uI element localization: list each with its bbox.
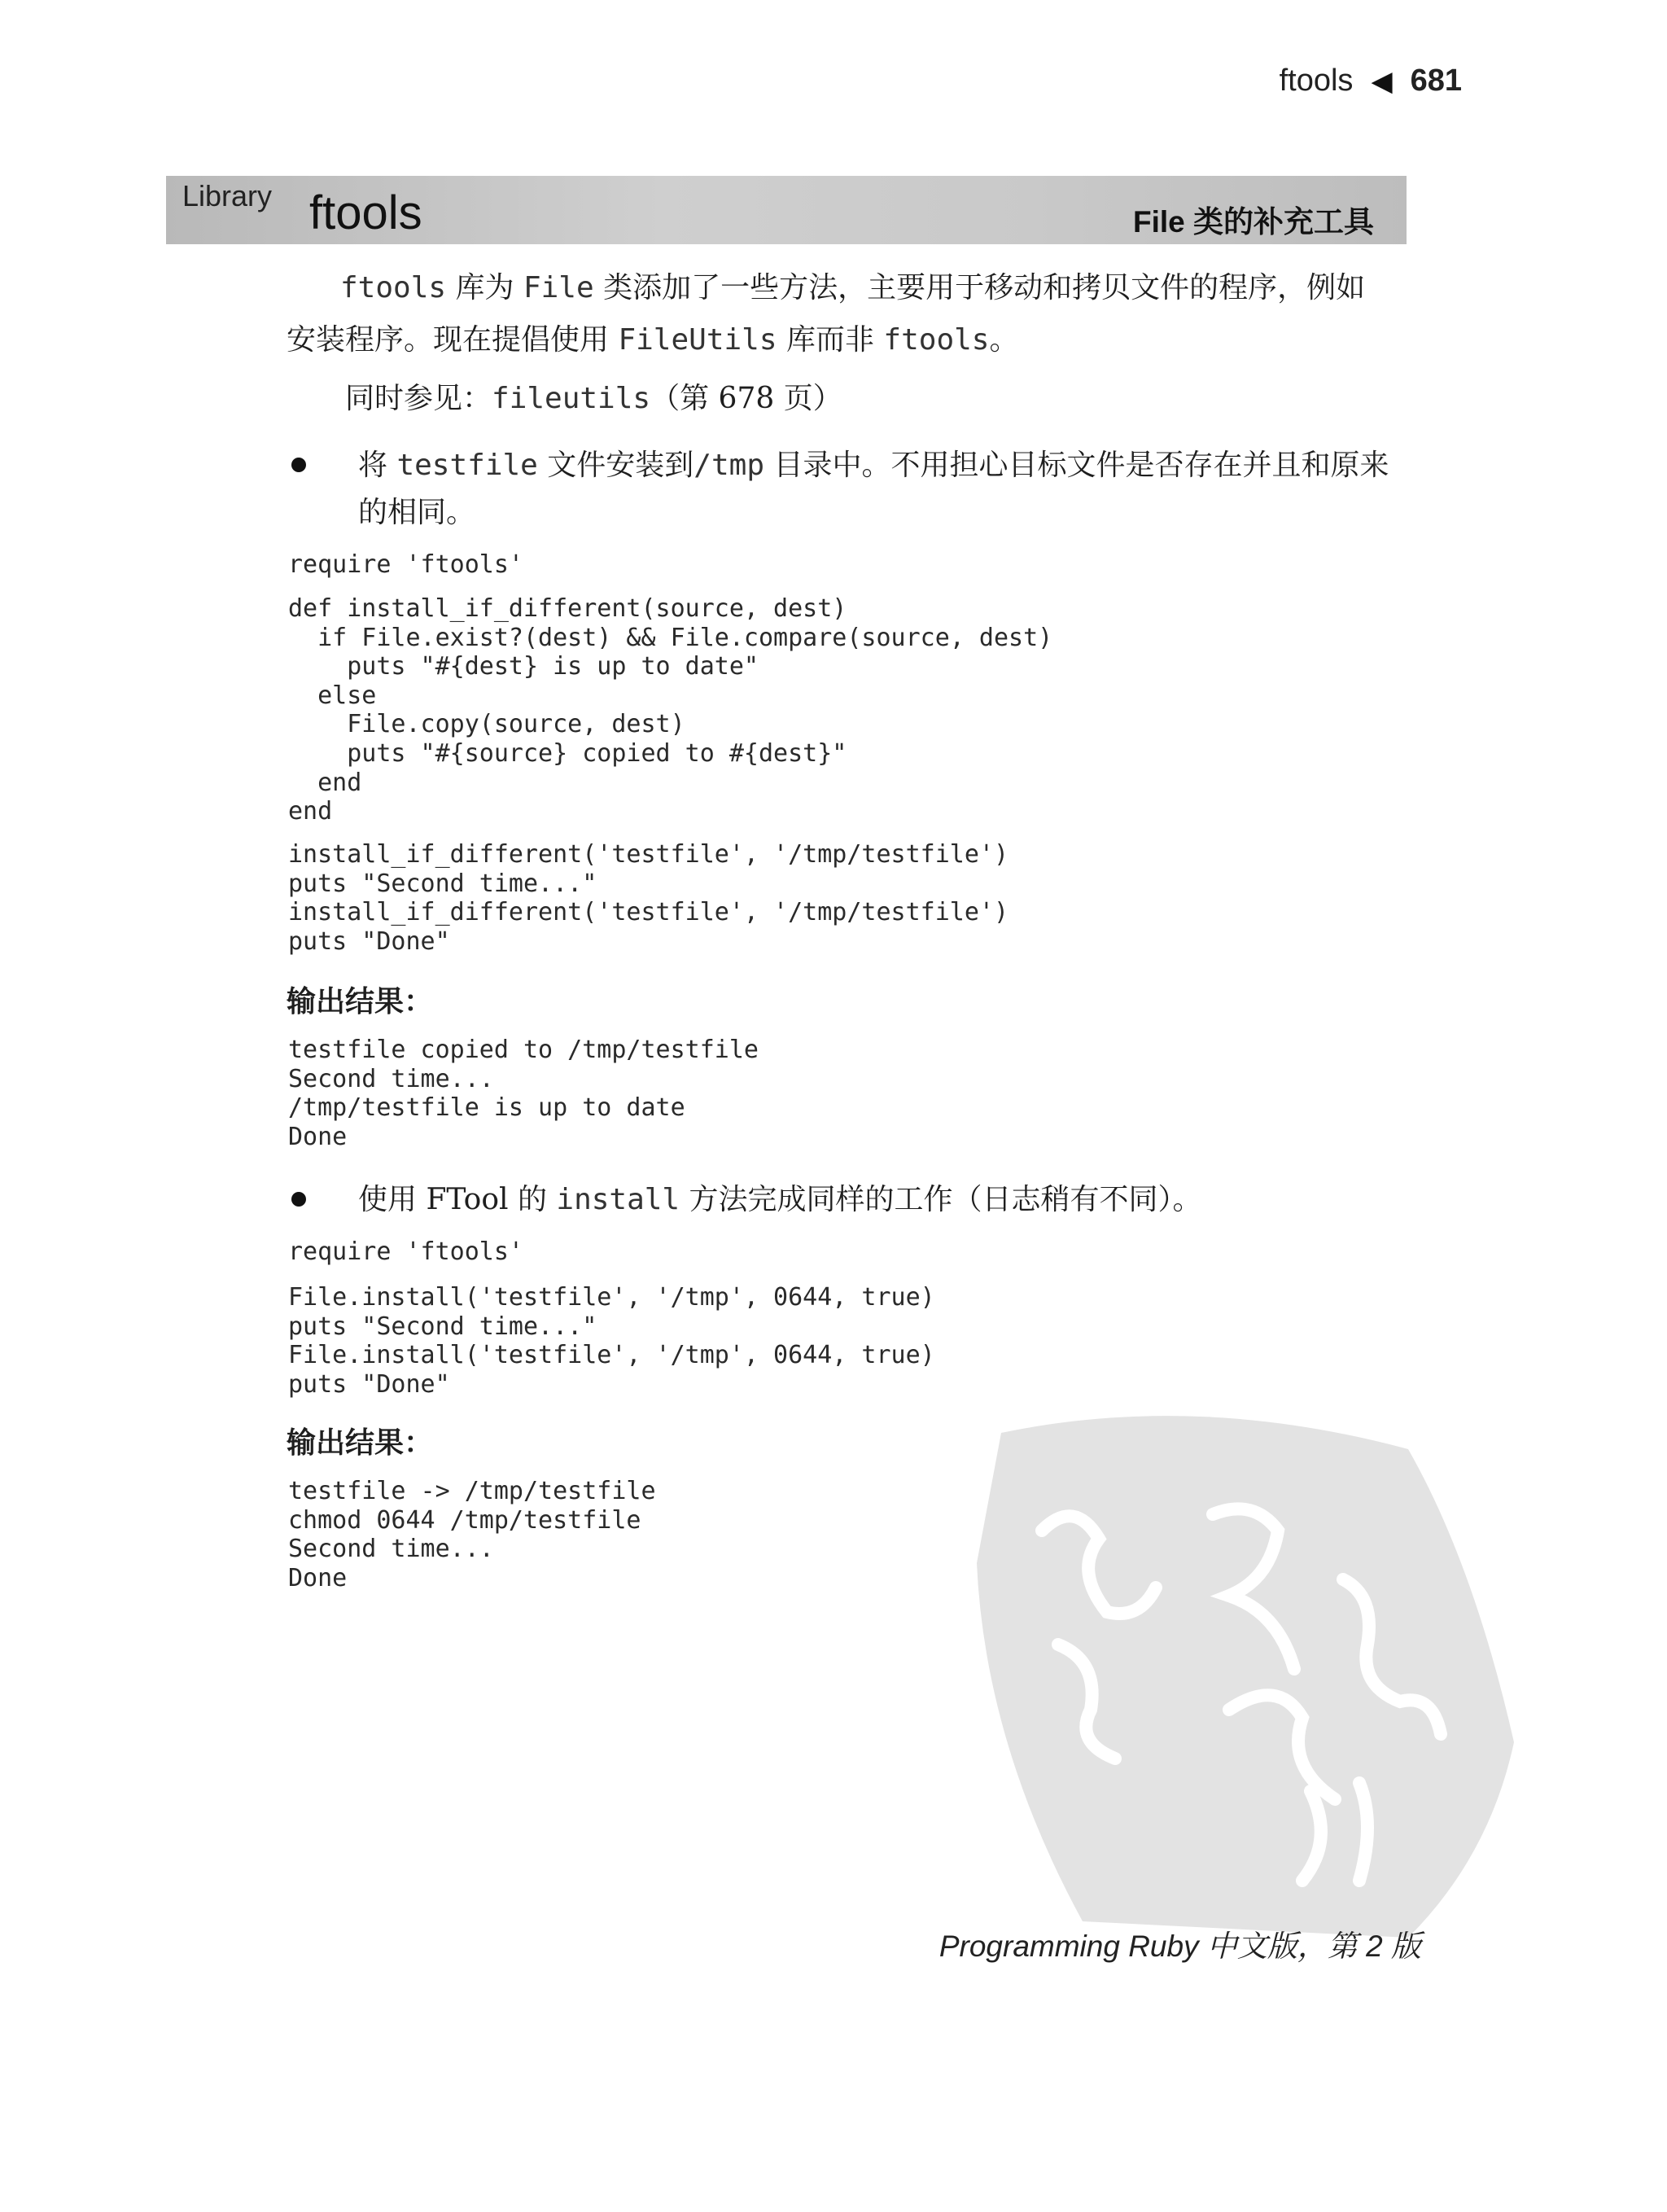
code-term: /tmp — [693, 449, 764, 482]
bullet-icon — [291, 1192, 306, 1207]
code-block-calls: install_if_different('testfile', '/tmp/testfile') puts "Second time..." install_if_different('testfile', '/tmp/testfile') puts "Done" — [288, 840, 1009, 956]
code-block-install: File.install('testfile', '/tmp', 0644, true) puts "Second time..." File.install('testfile', '/tmp', 0644, true) puts "Done" — [288, 1283, 935, 1399]
bullet-icon — [291, 458, 306, 472]
bullet1-line-2: 的相同。 — [358, 496, 476, 529]
text-run: 方法完成同样的工作（日志稍有不同）。 — [680, 1183, 1202, 1216]
output-block: testfile copied to /tmp/testfile Second time... /tmp/testfile is up to date Done — [288, 1036, 759, 1151]
output-heading: 输出结果： — [287, 984, 434, 1018]
text-run: 。 — [989, 323, 1019, 357]
code-term: ftools — [883, 323, 990, 357]
text-run: 目录中。不用担心目标文件是否存在并且和原来 — [764, 449, 1389, 482]
see-also — [345, 373, 842, 425]
code-block-require: require 'ftools' — [288, 1237, 523, 1266]
code-term: testfile — [396, 449, 538, 482]
output-heading: 输出结果： — [287, 1426, 434, 1460]
text-run: 将 — [358, 449, 397, 482]
code-term: File — [523, 271, 594, 304]
see-also-link[interactable]: fileutils — [492, 382, 651, 415]
page-number: 681 — [1410, 64, 1462, 98]
text-run: 类添加了一些方法，主要用于移动和拷贝文件的程序，例如 — [593, 271, 1366, 304]
intro-line-1 — [340, 262, 1415, 314]
intro-line-2 — [287, 314, 1410, 366]
code-term: ftools — [340, 271, 447, 304]
code-term: FileUtils — [618, 323, 777, 357]
left-triangle-icon: ◀ — [1371, 65, 1393, 97]
library-label: Library — [182, 179, 273, 212]
bullet1-line-1 — [358, 440, 1416, 492]
text-run: 库而非 — [777, 323, 884, 357]
output-block: testfile -> /tmp/testfile chmod 0644 /tmp/testfile Second time... Done — [288, 1477, 656, 1592]
running-head-section: ftools — [1279, 64, 1354, 98]
text-run: 安装程序。现在提倡使用 — [287, 323, 619, 357]
text-run: 文件安装到 — [537, 449, 694, 482]
seal-watermark-icon — [952, 1400, 1522, 1954]
library-banner — [166, 176, 1407, 244]
code-term: install — [556, 1183, 680, 1216]
code-block-def: def install_if_different(source, dest) if File.exist?(dest) && File.compare(source, dest) puts "#{dest} is up to date" else File.copy(source, dest) puts "#{source} copied to #{dest}" end end — [288, 594, 1053, 826]
bullet2-line — [358, 1174, 1416, 1226]
see-also-page: （第 678 页） — [650, 382, 842, 415]
running-head — [1280, 64, 1462, 99]
library-subtitle: File 类的补充工具 — [1132, 205, 1374, 239]
book-footer: Programming Ruby 中文版，第 2 版 — [939, 1929, 1421, 1963]
text-run: 库为 — [446, 271, 523, 304]
code-block-require: require 'ftools' — [288, 550, 523, 579]
library-title: ftools — [309, 186, 422, 239]
see-also-label: 同时参见： — [345, 382, 492, 415]
text-run: 使用 FTool 的 — [358, 1183, 557, 1216]
